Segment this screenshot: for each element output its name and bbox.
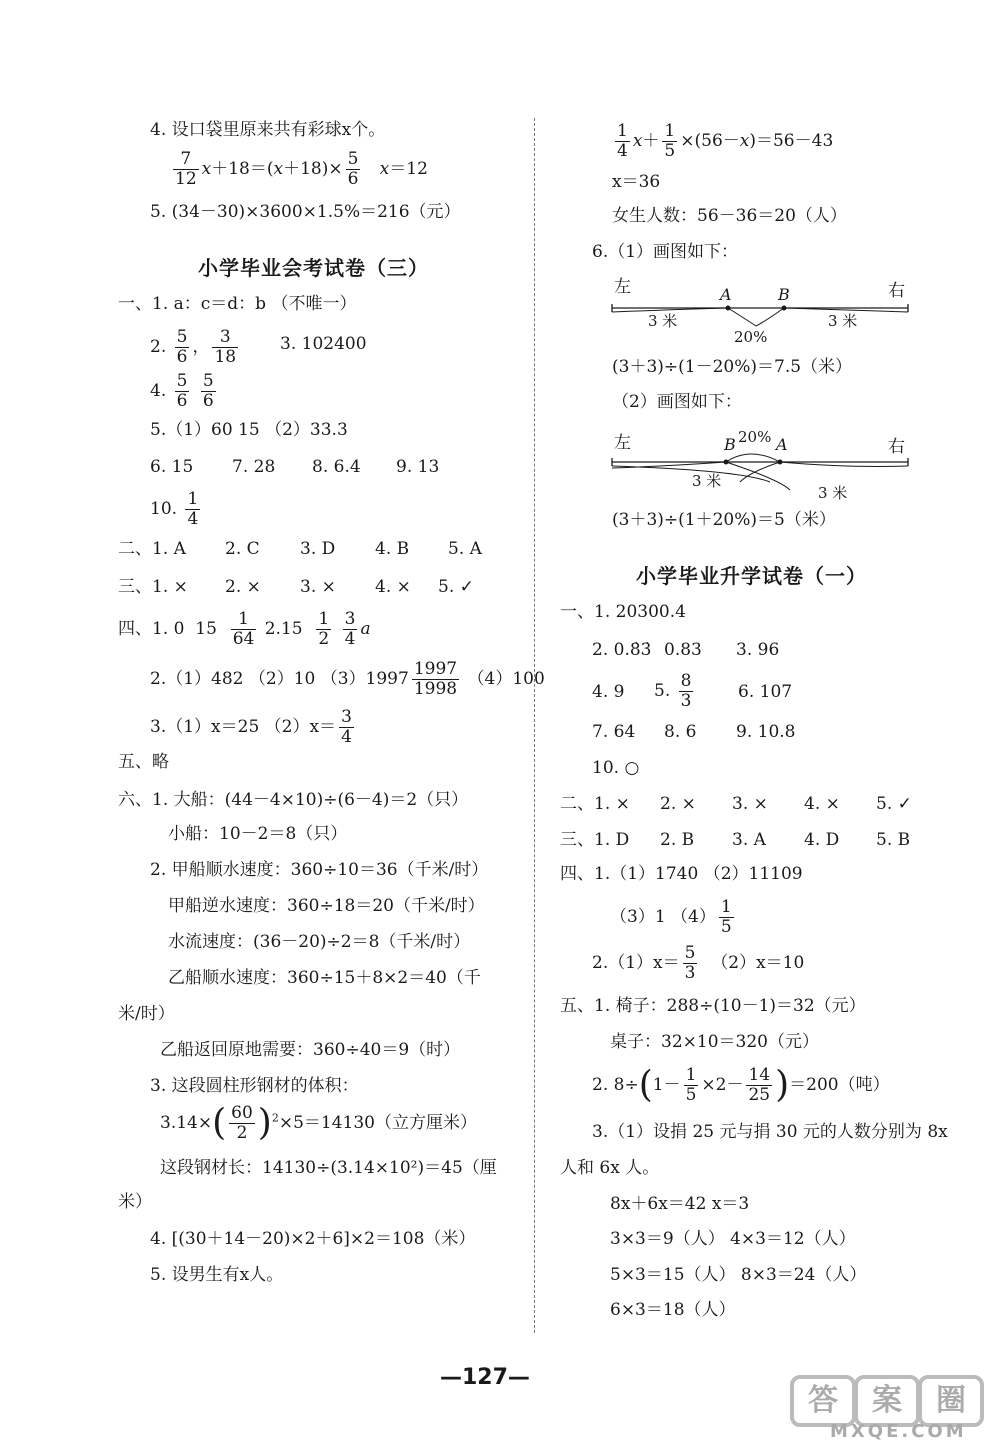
column-divider [534,118,535,1333]
s6-q2b: 甲船逆水速度：360÷18＝20（千米/时） [168,896,485,916]
s6-q3a: 3. 这段圆柱形钢材的体积： [150,1076,359,1096]
r-s4-q2-text: 2.（1）x＝ [592,953,680,973]
r-s5-q3d: 3×3＝9（人） 4×3＝12（人） [610,1229,856,1249]
s6-q2e: 米/时） [118,1004,175,1024]
r-s4-q1b-text: （3）1 （4） [610,907,716,927]
fig2-dist-1: 3 米 [692,472,722,490]
s3-item-4: 4. × [375,577,411,597]
s5-text: 五、略 [118,752,169,772]
fig1-dist-1: 3 米 [648,312,678,330]
s6-q3c: 这段钢材长：14130÷(3.14×10²)＝45（厘 [160,1158,497,1178]
r-s1-q6: 6. 107 [738,682,793,702]
r-s2-item-1: 二、1. × [560,794,630,814]
r-s4-q2: 2.（1）x＝ $\frac{5}{3}$ （2）x＝10 [592,943,805,983]
s1-q7: 7. 28 [232,457,276,477]
left-l1: 4. 设口袋里原来共有彩球x个。 [150,120,386,140]
s6-q2d: 乙船顺水速度：360÷15＋8×2＝40（千 [168,968,481,988]
s3-item-2: 2. × [225,577,261,597]
s3-item-5: 5. ✓ [438,577,474,597]
r-s5-q2: 2. 8÷(1－ $\frac{1}{5}$ ×2－ $\frac{14}{25}$ )＝200（吨） [592,1064,890,1106]
r-s4-q2b-text: （2）x＝10 [711,953,805,973]
fig2-right-label: 右 [888,437,905,457]
section-heading-right: 小学毕业升学试卷（一） [636,564,867,588]
fig1-right-label: 右 [888,281,905,301]
r-s5-q3a: 3.（1）设捐 25 元与捐 30 元的人数分别为 8x [592,1122,948,1142]
fig1-dist-2: 3 米 [828,312,858,330]
r-s1-q1: 一、1. 20300.4 [560,602,686,622]
r-s2-item-2: 2. × [660,794,696,814]
watermark-char-2: 案 [854,1375,920,1427]
s1-q5: 5.（1）60 15 （2）33.3 [150,420,348,440]
s1-q3: 3. 102400 [280,334,367,354]
s2-item-2: 2. C [225,539,260,559]
left-eq-1: $\frac{7}{12}$ x＋18＝(x＋18)× $\frac{5}{6}$ x＝12 [175,149,428,189]
r-s1-q3: 3. 96 [736,640,780,660]
s2-item-1: 二、1. A [118,539,186,559]
r-s5-q3f: 6×3＝18（人） [610,1300,736,1320]
s1-q10: 10. $\frac{1}{4}$ [150,489,199,529]
fig2-pct: 20% [738,428,772,446]
s6-q2c: 水流速度：(36－20)÷2＝8（千米/时） [168,932,471,952]
watermark-url: MXQE.COM [830,1421,967,1442]
r-s3-item-3: 3. A [732,830,766,850]
s1-q8: 8. 6.4 [312,457,361,477]
s3-item-1: 三、1. × [118,577,188,597]
right-r2: x＝36 [612,172,661,192]
r-s3-item-2: 2. B [660,830,695,850]
s1-q4: 4. $\frac{5}{6}$ $\frac{5}{6}$ [150,371,214,411]
r-s2-item-5: 5. ✓ [876,794,912,814]
r-s3-item-1: 三、1. D [560,830,630,850]
watermark-char-1: 答 [790,1375,856,1427]
watermark-char-3: 圈 [918,1375,984,1427]
s6-q2a: 2. 甲船顺水速度：360÷10＝36（千米/时） [150,860,489,880]
right-r3: 女生人数：56－36＝20（人） [612,206,847,226]
fig2-dist-2: 3 米 [818,484,848,502]
s2-item-5: 5. A [448,539,482,559]
right-r4: 6.（1）画图如下： [592,242,739,262]
s6-q2f: 乙船返回原地需要：360÷40＝9（时） [160,1040,461,1060]
s6-q1b: 小船：10－2＝8（只） [168,824,348,844]
fig1-label-b: B [778,285,790,304]
left-l3: 5. (34－30)×3600×1.5%＝216（元） [150,202,461,222]
r-s1-q2b: 0.83 [664,640,702,660]
s1-q1: 一、1. a：c＝d：b （不唯一） [118,294,357,314]
r-s3-item-4: 4. D [804,830,840,850]
r-s5-q1a: 五、1. 椅子：288÷(10－1)＝32（元） [560,996,866,1016]
s1-q2: 2. $\frac{5}{6}$ ， $\frac{3}{18}$ [150,327,237,367]
s1-q9: 9. 13 [396,457,440,477]
right-r5: (3＋3)÷(1－20%)＝7.5（米） [612,357,853,377]
watermark-logo [790,1375,985,1445]
s4-q2b-text: （4）100 [467,669,545,689]
s4-q3: 3.（1）x＝25 （2）x＝ $\frac{3}{4}$ [150,707,352,747]
s4-q2: 2.（1）482 （2）10 （3）1997 $\frac{1997}{1998}$ （4）100 [150,659,545,699]
r-s1-q7: 7. 64 [592,722,636,742]
s2-item-4: 4. B [375,539,410,559]
section-heading-left: 小学毕业会考试卷（三） [198,256,429,280]
s4-q3-text: 3.（1）x＝25 （2）x＝ [150,717,337,737]
r-s5-q3c: 8x＋6x＝42 x＝3 [610,1194,750,1214]
r-s3-item-5: 5. B [876,830,911,850]
s2-item-3: 3. D [300,539,336,559]
s1-q6: 6. 15 [150,457,194,477]
right-r7: (3＋3)÷(1＋20%)＝5（米） [612,510,836,530]
line-diagram-2 [600,420,920,510]
s4-q2-text: 2.（1）482 （2）10 （3）1997 [150,669,409,689]
r-s5-q3e: 5×3＝15（人） 8×3＝24（人） [610,1265,867,1285]
r-s1-q10: 10. ○ [592,758,640,778]
fig2-label-a: A [776,435,788,454]
fig1-pct: 20% [734,328,768,346]
r-s2-item-3: 3. × [732,794,768,814]
r-s1-q2: 2. 0.8̇3̇ [592,640,652,660]
r-s2-item-4: 4. × [804,794,840,814]
page-number: —127— [440,1365,530,1390]
fig1-label-a: A [720,285,732,304]
r-s5-q3b: 人和 6x 人。 [560,1158,660,1178]
s4-q1: 四、1. 0 15 $\frac{1}{64}$ 2.15 $\frac{1}{2}$ $\frac{3}{4}$ a [118,609,371,649]
r-s4-q1a: 四、1.（1）1740 （2）11109 [560,864,803,884]
r-s5-q1b: 桌子：32×10＝320（元） [610,1032,819,1052]
right-eq-1: $\frac{1}{4}$ x＋ $\frac{1}{5}$ ×(56－x)＝56－43 [617,121,834,161]
s6-q3d: 米） [118,1192,152,1212]
s6-q1a: 六、1. 大船：(44－4×10)÷(6－4)＝2（只） [118,790,469,810]
fig2-label-b: B [724,435,736,454]
r-s1-q9: 9. 10.8 [736,722,796,742]
s6-q5: 5. 设男生有x人。 [150,1265,284,1285]
s3-item-3: 3. × [300,577,336,597]
r-s4-q1b: （3）1 （4） $\frac{1}{5}$ [610,897,732,937]
r-s1-q8: 8. 6 [664,722,697,742]
fig1-left-label: 左 [614,277,631,297]
line-diagram-1 [600,270,920,350]
s6-q3b: 3.14×( $\frac{60}{2}$ )$^2$×5＝14130（立方厘米） [160,1102,477,1144]
s6-q4: 4. [(30＋14－20)×2＋6]×2＝108（米） [150,1229,476,1249]
fig2-left-label: 左 [614,433,631,453]
right-r6: （2）画图如下： [612,392,742,412]
r-s1-q4: 4. 9 [592,682,625,702]
r-s1-q5: 5. $\frac{8}{3}$ [654,671,692,711]
